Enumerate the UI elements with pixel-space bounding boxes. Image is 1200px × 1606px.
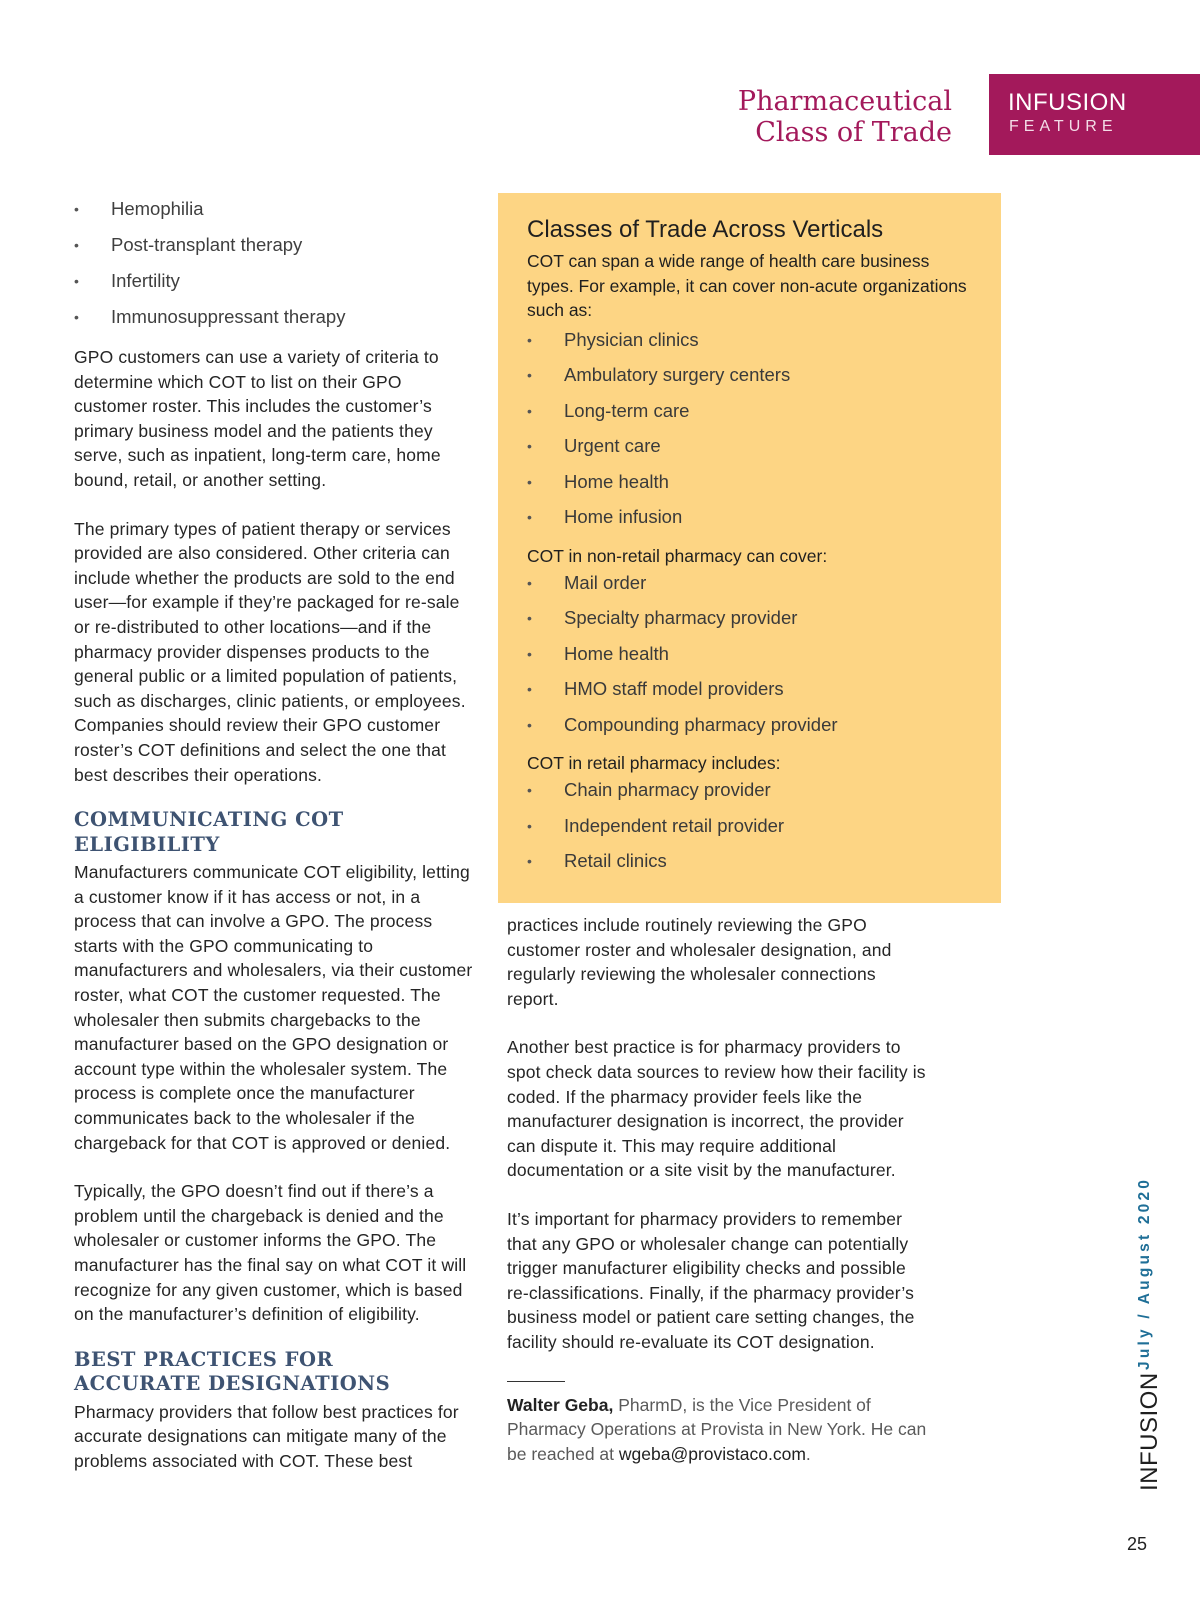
title-line-1: Pharmaceutical (737, 86, 952, 117)
sidebar-subheading: COT in retail pharmacy includes: (527, 753, 781, 773)
therapy-list (74, 196, 479, 340)
bullet-icon: • (527, 574, 532, 591)
list-item: • Long-term care (527, 398, 977, 434)
section-heading-communicating: COMMUNICATING COT ELIGIBILITY (74, 808, 344, 856)
bullet-icon: • (527, 509, 532, 525)
paragraph: GPO customers can use a variety of criteria to determine which COT to list on their GPO customer roster. This includes the customer’s primary business model and the patients they serve, such as inpatient, long-term care, home bound, retail, or another setting. (74, 347, 441, 490)
bullet-icon: • (527, 716, 532, 733)
bullet-icon: • (74, 201, 79, 217)
non-acute-list (527, 327, 977, 540)
list-item: • Immunosuppressant therapy (74, 304, 479, 340)
list-item: • Home health (527, 469, 977, 505)
author-bio: Walter Geba, PharmD, is the Vice President of Pharmacy Operations at Provista in New York. He can be reached at wgeba@provistaco.com. (507, 1394, 927, 1464)
bullet-icon: • (527, 610, 532, 626)
infusion-footer-logo: INFUSION (1136, 1372, 1163, 1491)
list-item: • Hemophilia (74, 196, 479, 232)
bullet-icon: • (74, 273, 79, 289)
bullet-icon: • (527, 438, 532, 454)
author-name: Walter Geba, (507, 1394, 614, 1415)
paragraph: The primary types of patient therapy or services provided are also considered. Other criteria can include whether the products are sold to the end user—for example if they’re packaged for re-sale or re-distributed to other locations—and if the pharmacy provider dispenses products to the general public or a limited population of patients, such as discharges, clinic patients, or employees. Companies should review their GPO customer roster’s COT definitions and select the one that best describes their operations. (74, 518, 466, 785)
retail-list (527, 777, 977, 884)
bullet-icon: • (527, 681, 532, 697)
list-item: • Independent retail provider (527, 813, 977, 849)
list-item: • Post-transplant therapy (74, 232, 479, 268)
non-retail-list (527, 570, 977, 748)
paragraph: It’s important for pharmacy providers to remember that any GPO or wholesaler change can potentially trigger manufacturer eligibility checks and possible re-classifications. Finally, if the pharmacy provider’s business model or patient care setting changes, the facility should re-evaluate its COT designation. (507, 1208, 915, 1352)
infusion-logo: INFUSION (1008, 89, 1127, 116)
paragraph: Pharmacy providers that follow best practices for accurate designations can mitigate many of the problems associated with COT. These best (74, 1401, 459, 1471)
bullet-icon: • (527, 782, 532, 798)
classes-of-trade-sidebar (498, 193, 1001, 903)
bullet-icon: • (527, 367, 532, 383)
paragraph: Manufacturers communicate COT eligibility, letting a customer know if it has access or not, in a process that can involve a GPO. The process starts with the GPO communicating to manufacturers and wholesalers, via their customer roster, what COT the customer requested. The wholesaler then submits chargebacks to the manufacturer based on the GPO designation or account type within the wholesaler system. The process is complete once the manufacturer communicates back to the wholesaler if the chargeback for that COT is approved or denied. (74, 862, 473, 1153)
bullet-icon: • (74, 309, 79, 325)
list-item: • Ambulatory surgery centers (527, 362, 977, 398)
divider (507, 1381, 565, 1382)
section-heading-best-practices: BEST PRACTICES FOR ACCURATE DESIGNATIONS (74, 1347, 391, 1396)
list-item: • Chain pharmacy provider (527, 777, 977, 813)
bullet-icon: • (527, 331, 532, 348)
list-item: • HMO staff model providers (527, 676, 977, 712)
bullet-icon: • (527, 645, 532, 662)
sidebar-lead: COT can span a wide range of health care business types. For example, it can cover non-acute organizations such as: (527, 251, 967, 320)
bullet-icon: • (527, 473, 532, 490)
middle-column (507, 913, 927, 1466)
list-item: • Infertility (74, 268, 479, 304)
article-category-title (738, 86, 952, 148)
list-item: • Specialty pharmacy provider (527, 605, 977, 641)
author-email-link[interactable]: wgeba@provistaco.com (618, 1443, 806, 1464)
paragraph: Typically, the GPO doesn’t find out if there’s a problem until the chargeback is denied and the wholesaler or customer informs the GPO. The manufacturer has the final say on what COT it will recognize for any given customer, which is based on the manufacturer’s definition of eligibility. (74, 1181, 467, 1325)
paragraph: Another best practice is for pharmacy providers to spot check data sources to review how their facility is coded. If the pharmacy provider feels like the manufacturer designation is incorrect, the provider can dispute it. This may require additional documentation or a site visit by the manufacturer. (507, 1037, 926, 1181)
bullet-icon: • (527, 853, 532, 869)
title-line-2: Class of Trade (755, 117, 952, 148)
bullet-icon: • (74, 237, 79, 253)
list-item: • Compounding pharmacy provider (527, 712, 977, 748)
paragraph: practices include routinely reviewing the GPO customer roster and wholesaler designation, and regularly reviewing the wholesaler connections report. (507, 915, 892, 1009)
left-column (74, 196, 479, 1474)
list-item: • Urgent care (527, 433, 977, 469)
bullet-icon: • (527, 817, 532, 834)
list-item: • Home infusion (527, 504, 977, 540)
sidebar-subheading: COT in non-retail pharmacy can cover: (527, 545, 828, 566)
bullet-icon: • (527, 402, 532, 419)
list-item: • Mail order (527, 570, 977, 606)
feature-label: FEATURE (1009, 118, 1118, 135)
list-item: • Retail clinics (527, 848, 977, 884)
list-item: • Home health (527, 641, 977, 677)
brand-banner (989, 74, 1200, 155)
sidebar-title: Classes of Trade Across Verticals (527, 216, 884, 243)
list-item: • Physician clinics (527, 327, 977, 363)
issue-date: July / August 2020 (1136, 1176, 1153, 1370)
page-number: 25 (1127, 1534, 1148, 1554)
